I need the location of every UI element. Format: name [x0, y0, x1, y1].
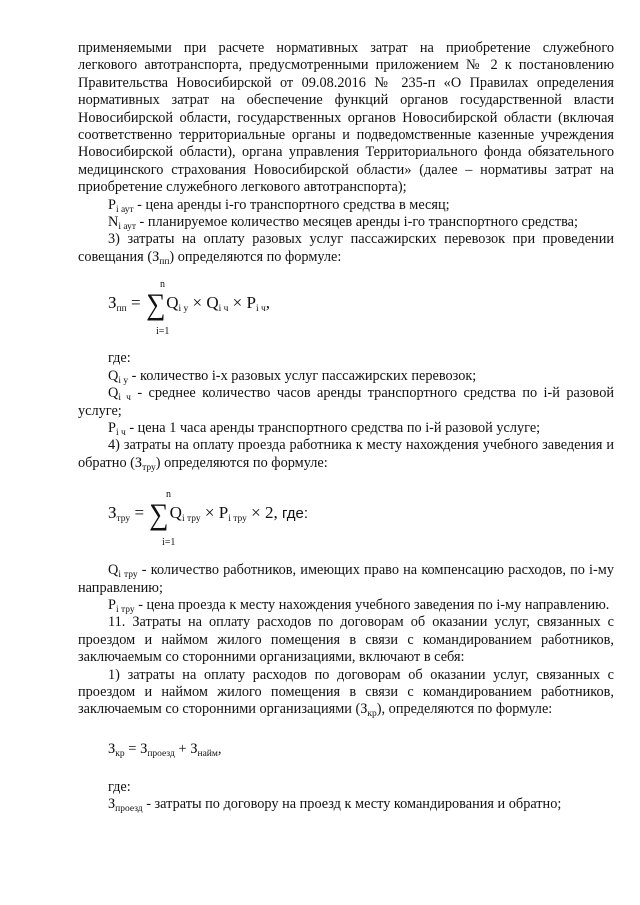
item-text: 4) затраты на оплату проезда работника к месту нахождения учебного заведения и обратно (З: [78, 437, 614, 471]
formula-term-sub: i ч: [218, 304, 229, 315]
definition-p-ch: [78, 420, 614, 437]
symbol-subscript: i тру: [115, 604, 135, 615]
item-11-paragraph: 11. Затраты на оплату расходов по договорам об оказании услуг, связанных с проездом и наймом жилого помещения в связи с командированием работников, заключаемым со сторонними организациями, включают в себя:: [78, 614, 614, 666]
definition-q-y: [78, 368, 614, 385]
formula-term: Q: [169, 503, 182, 523]
definition-q-ch: [78, 385, 614, 420]
formula-end: ,: [265, 293, 271, 313]
definition-n-aut: [78, 214, 614, 231]
formula-term-sub: i тру: [181, 514, 201, 525]
formula-ztru: [78, 472, 614, 550]
where-label: где:: [108, 350, 131, 367]
formula-term: P: [246, 293, 256, 313]
document-page: [78, 40, 614, 814]
definition-text: - количество работников, имеющих право на компенсацию расходов, по i-му направлению;: [78, 562, 614, 596]
sum-upper-limit: n: [160, 279, 165, 291]
sum-lower-limit: i=1: [162, 537, 176, 549]
definition-q-tru: [78, 562, 614, 597]
formula-body: [108, 741, 222, 758]
sum-sign: ∑: [145, 288, 166, 322]
formula-term: З: [190, 740, 198, 757]
formula-body: [108, 290, 270, 320]
plus-sign: +: [174, 740, 191, 757]
symbol-subscript: пп: [159, 256, 170, 267]
symbol-subscript: i ч: [115, 427, 126, 438]
item-text: 3) затраты на оплату разовых услуг пассажирских перевозок при проведении совещания (З: [78, 231, 614, 265]
formula-lhs: З: [108, 293, 117, 313]
formula-term-sub: найм: [197, 748, 218, 759]
definition-text: - цена 1 часа аренды транспортного средства по i-й разовой услуге;: [125, 419, 541, 436]
symbol: N: [108, 214, 119, 231]
equals-sign: =: [124, 740, 141, 757]
definition-z-proezd: [78, 796, 614, 813]
formula-where-label: где:: [281, 505, 309, 523]
definition-text: - планируемое количество месяцев аренды i-го транспортного средства;: [135, 214, 578, 231]
item-text: ), определяются по формуле:: [376, 701, 553, 718]
definition-text: - среднее количество часов аренды транспортного средства по i-й разовой услуге;: [78, 385, 614, 419]
formula-term-sub: i тру: [228, 514, 247, 525]
item-text: 1) затраты на оплату расходов по договорам об оказании услуг, связанных с проездом и наймом жилого помещения в связи с командированием работников, заключаемым со сторонними организациями (З: [78, 666, 614, 718]
item-text: ) определяются по формуле:: [155, 454, 328, 471]
symbol-subscript: i у: [118, 375, 129, 386]
formula-term: Q: [166, 293, 179, 313]
formula-lhs-sub: кр: [115, 748, 125, 759]
definition-text: - количество i-х разовых услуг пассажирских перевозок;: [128, 367, 477, 384]
item-4-paragraph: [78, 437, 614, 472]
intro-paragraph: применяемыми при расчете нормативных затрат на приобретение служебного легкового автотранспорта, предусмотренными приложением № 2 к постановлению Правительства Новосибирской от 09.08.2016 № 235-п «О Правилах определения нормативных затрат на обеспечение функций органов государственной власти Новосибирской области, государственных органов Новосибирской области (включая соответственно территориальные органы и подведомственные казенные учреждения Новосибирской области), органа управления Территориального фонда обязательного медицинского страхования Новосибирской области» (далее – нормативы затрат на приобретение служебного легкового автотранспорта);: [78, 40, 614, 196]
definition-text: - цена проезда к месту нахождения учебного заведения по i-му направлению.: [134, 596, 610, 613]
equals-sign: =: [126, 293, 145, 313]
symbol: P: [108, 596, 116, 613]
formula-term-sub: i ч: [255, 304, 266, 315]
definition-text: - цена аренды i-го транспортного средства в месяц;: [133, 196, 450, 213]
item-3-paragraph: [78, 231, 614, 266]
times-sign: ×: [200, 503, 219, 523]
symbol-subscript: i тру: [118, 570, 138, 581]
formula-multiplier: × 2,: [246, 503, 282, 523]
symbol: P: [108, 196, 116, 213]
sum-lower-limit: i=1: [156, 326, 170, 338]
formula-term: P: [218, 503, 229, 523]
formula-term: Q: [206, 293, 219, 313]
formula-term: З: [140, 740, 148, 757]
definition-p-tru: [78, 597, 614, 614]
symbol-subscript: тру: [142, 462, 156, 473]
symbol: Q: [108, 562, 119, 579]
times-sign: ×: [188, 293, 207, 313]
formula-lhs-sub: пп: [116, 304, 127, 315]
formula-zkr: [78, 719, 614, 771]
formula-term-sub: i у: [178, 304, 189, 315]
symbol: Q: [108, 367, 119, 384]
sum-upper-limit: n: [166, 489, 171, 501]
item-text: ) определяются по формуле:: [169, 248, 342, 265]
symbol: З: [108, 796, 116, 813]
formula-lhs: З: [108, 740, 116, 757]
formula-body: [108, 500, 308, 530]
item-11-1-paragraph: [78, 667, 614, 719]
formula-term-sub: проезд: [147, 748, 175, 759]
symbol: Q: [108, 385, 119, 402]
symbol-subscript: i аут: [118, 222, 136, 233]
formula-zpp: [78, 266, 614, 338]
formula-lhs-sub: тру: [116, 514, 131, 525]
symbol-subscript: кр: [367, 709, 377, 720]
symbol-subscript: i аут: [115, 204, 134, 215]
where-label: где:: [108, 778, 131, 795]
definition-text: - затраты по договору на проезд к месту командирования и обратно;: [142, 796, 562, 813]
times-sign: ×: [228, 293, 247, 313]
symbol-subscript: i ч: [118, 393, 131, 404]
formula-end: ,: [217, 740, 222, 757]
equals-sign: =: [130, 503, 149, 523]
symbol: P: [108, 419, 116, 436]
definition-p-aut: [78, 197, 614, 214]
symbol-subscript: проезд: [115, 804, 143, 815]
formula-lhs: З: [108, 503, 117, 523]
sum-sign: ∑: [149, 498, 169, 532]
